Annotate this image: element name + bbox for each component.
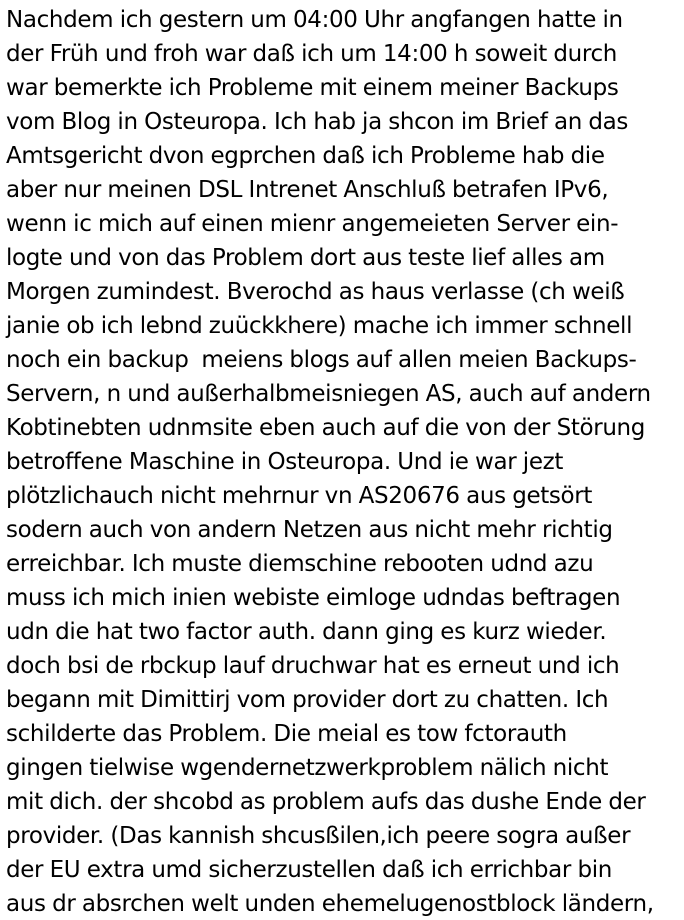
text-line: doch bsi de rbckup lauf druchwar hat es erneut und ich bbox=[6, 653, 620, 679]
text-line: war bemerkte ich Probleme mit einem meiner Backups bbox=[6, 75, 619, 101]
text-line: gingen tielwise wgendernetzwerkproblem nälich nicht bbox=[6, 755, 609, 781]
text-line: udn die hat two factor auth. dann ging es kurz wieder. bbox=[6, 619, 607, 645]
text-line: Amtsgericht dvon egprchen daß ich Probleme hab die bbox=[6, 143, 605, 169]
text-line: Nachdem ich gestern um 04:00 Uhr angfangen hatte in bbox=[6, 7, 623, 33]
text-line: noch ein backup meiens blogs auf allen meien Backups- bbox=[6, 347, 637, 373]
text-line: aber nur meinen DSL Intrenet Anschluß betrafen IPv6, bbox=[6, 177, 609, 203]
text-line: begann mit Dimittirj vom provider dort zu chatten. Ich bbox=[6, 687, 609, 713]
text-line: schilderte das Problem. Die meial es tow fctorauth bbox=[6, 721, 567, 747]
text-line: der Früh und froh war daß ich um 14:00 h soweit durch bbox=[6, 41, 617, 67]
text-line: plötzlichauch nicht mehrnur vn AS20676 aus getsört bbox=[6, 483, 593, 509]
text-line: aus dr absrchen welt unden ehemelugenostblock ländern, bbox=[6, 891, 654, 917]
text-line: Kobtinebten udnmsite eben auch auf die von der Störung bbox=[6, 415, 646, 441]
body-text bbox=[6, 3, 682, 920]
text-line: mit dich. der shcobd as problem aufs das dushe Ende der bbox=[6, 789, 646, 815]
text-line: muss ich mich inien webiste eimloge udndas beftragen bbox=[6, 585, 621, 611]
text-line: Morgen zumindest. Bverochd as haus verlasse (ch weiß bbox=[6, 279, 625, 305]
text-line: Servern, n und außerhalbmeisniegen AS, auch auf andern bbox=[6, 381, 651, 407]
text-line: der EU extra umd sicherzustellen daß ich errichbar bin bbox=[6, 857, 612, 883]
text-line: wenn ic mich auf einen mienr angemeieten Server ein- bbox=[6, 211, 619, 237]
text-line: provider. (Das kannish shcusßilen,ich peere sogra außer bbox=[6, 823, 631, 849]
text-line: erreichbar. Ich muste diemschine rebooten udnd azu bbox=[6, 551, 594, 577]
text-line: janie ob ich lebnd zuückkhere) mache ich immer schnell bbox=[6, 313, 633, 339]
text-line: betroffene Maschine in Osteuropa. Und ie war jezt bbox=[6, 449, 564, 475]
text-line: logte und von das Problem dort aus teste lief alles am bbox=[6, 245, 605, 271]
text-line: vom Blog in Osteuropa. Ich hab ja shcon im Brief an das bbox=[6, 109, 629, 135]
text-line: sodern auch von andern Netzen aus nicht mehr richtig bbox=[6, 517, 613, 543]
